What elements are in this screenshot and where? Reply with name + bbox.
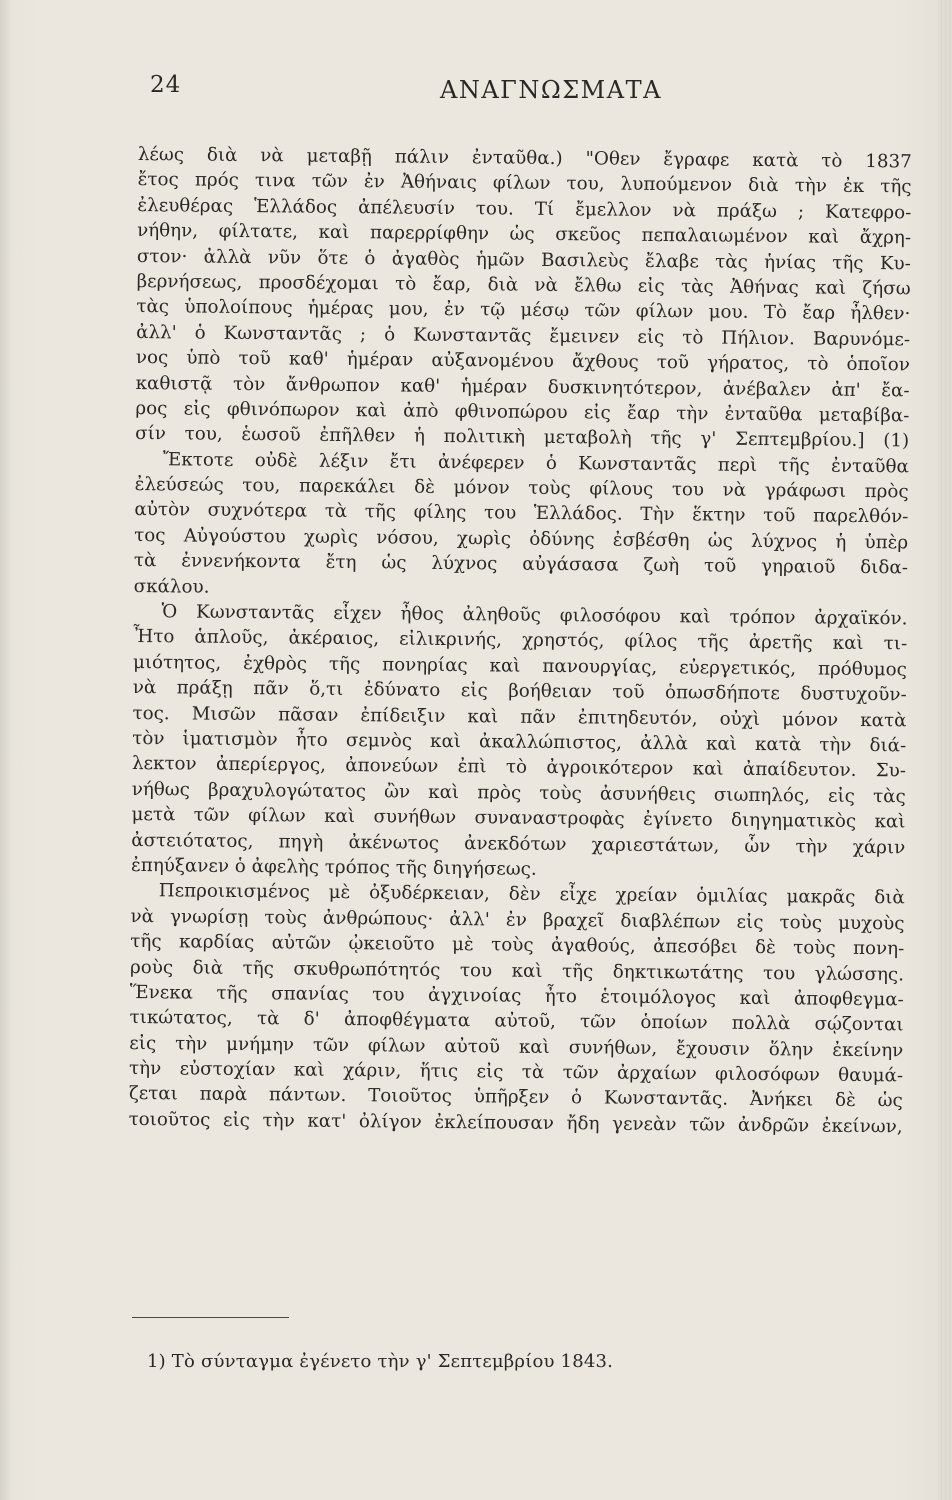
text-line: νὰ πράξῃ πᾶν ὅ,τι ἐδύνατο εἰς βοήθειαν τοῦ ὁπωσδήποτε δυστυχοῦν- — [132, 677, 907, 706]
text-line: σίν του, ἑωσοῦ ἐπῆλθεν ἡ πολιτικὴ μεταβολὴ τῆς γ' Σεπτεμβρίου.] (1) — [135, 423, 910, 452]
text-line: βερνήσεως, προσδέχομαι τὸ ἔαρ, διὰ νὰ ἔλθω εἰς τὰς Ἀθήνας καὶ ζήσω — [136, 270, 911, 300]
text-line: νὰ γνωρίσῃ τοὺς ἀνθρώπους· ἀλλ' ἐν βραχεῖ διαβλέπων εἰς τοὺς μυχοὺς — [130, 905, 905, 935]
page-shadow — [0, 0, 12, 1500]
text-line: λεκτον ἀπερίεργος, ἀπονεύων ἐπὶ τὸ ἀγροικότερον καὶ ἀπαίδευτον. Συ- — [131, 753, 907, 782]
text-line: σκάλου. — [133, 575, 210, 598]
text-line: ἐπηύξανεν ὁ ἀφελὴς τρόπος τῆς διηγήσεως. — [130, 854, 537, 880]
page-edge — [938, 0, 952, 1500]
footnote-divider — [132, 1317, 289, 1318]
body-text — [128, 142, 911, 1140]
text-line: τὸν ἱματισμὸν ἦτο σεμνὸς καὶ ἀκαλλώπιστος, ἀλλὰ καὶ κατὰ τὴν διά- — [132, 727, 907, 757]
text-line: ροὺς διὰ τῆς σκυθρωπότητός του καὶ τῆς δηκτικωτάτης του γλώσσης. — [129, 956, 905, 985]
text-line: ρος εἰς φθινόπωρον καὶ ἀπὸ φθινοπώρου εἰς ἔαρ τὴν ἐνταῦθα μεταβίβα- — [135, 397, 910, 427]
text-line: ἐλευθέρας Ἑλλάδος ἀπέλευσίν του. Τί ἔμελλον νὰ πράξω ; Κατεφρο- — [137, 194, 912, 224]
text-line: τὰ ἐννενήκοντα ἔτη ὡς λύχνος αὐγάσασα ζωὴ τοῦ γηραιοῦ διδα- — [133, 550, 909, 579]
text-line: ἔτος πρός τινα τῶν ἐν Ἀθήναις φίλων του, λυπούμενον διὰ τὴν ἐκ τῆς — [137, 169, 912, 198]
text-line: τὴν εὐστοχίαν καὶ χάριν, ἥτις εἰς τὰ τῶν ἀρχαίων φιλοσόφων θαυμά- — [129, 1058, 904, 1087]
text-line: Ἕνεκα τῆς σπανίας του ἀγχινοίας ἦτο ἑτοιμόλογος καὶ ἀποφθεγμα- — [129, 981, 904, 1011]
text-line: λέως διὰ νὰ μεταβῇ πάλιν ἐνταῦθα.) "Οθεν ἔγραφε κατὰ τὸ 1837 — [137, 143, 912, 173]
text-line: Πεπροικισμένος μὲ ὀξυδέρκειαν, δὲν εἶχε χρείαν ὁμιλίας μακρᾶς διὰ — [158, 880, 905, 909]
text-line: μετὰ τῶν φίλων καὶ συνήθων συναναστροφὰς ἐγίνετο διηγηματικὸς καὶ — [131, 804, 906, 833]
text-line: ἀλλ' ὁ Κωνσταντᾶς ; ὁ Κωνσταντᾶς ἔμεινεν εἰς τὸ Πήλιον. Βαρυνόμε- — [136, 321, 911, 351]
text-line: τος. Μισῶν πᾶσαν ἐπίδειξιν καὶ πᾶν ἐπιτηδευτόν, οὐχὶ μόνον κατὰ — [132, 702, 907, 731]
text-line: καθιστᾷ τὸν ἄνθρωπον καθ' ἡμέραν δυσκινητότερον, ἀνέβαλεν ἀπ' ἔα- — [135, 372, 910, 401]
text-line: μιότητος, ἐχθρὸς τῆς πονηρίας καὶ πανουργίας, εὐεργετικός, πρόθυμος — [132, 651, 908, 681]
text-line: ζεται παρὰ πάντων. Τοιοῦτος ὑπῆρξεν ὁ Κωνσταντᾶς. Ἀνήκει δὲ ὡς — [128, 1083, 903, 1112]
text-line: τος Αὐγούστου χωρὶς νόσου, χωρὶς ὀδύνης ἐσβέσθη ὡς λύχνος ἡ ὑπὲρ — [134, 524, 909, 554]
text-line: αὐτὸν συχνότερα τὰ τῆς φίλης του Ἑλλάδος. Τὴν ἕκτην τοῦ παρελθόν- — [134, 499, 909, 528]
text-line: νήθην, φίλτατε, καὶ παρερρίφθην ὡς σκεῦος πεπαλαιωμένον καὶ ἄχρη- — [137, 220, 912, 249]
text-line: τικώτατος, τὰ δ' ἀποφθέγματα αὐτοῦ, τῶν ὁποίων πολλὰ σῴζονται — [129, 1007, 904, 1036]
text-line: ἀστειότατος, πηγὴ ἀκένωτος ἀνεκδότων χαριεστάτων, ὧν τὴν χάριν — [131, 829, 906, 858]
text-line: τὰς ὑπολοίπους ἡμέρας μου, ἐν τῷ μέσῳ τῶν φίλων μου. Τὸ ἔαρ ἦλθεν· — [136, 296, 911, 325]
footnote: 1) Τὸ σύνταγμα ἐγένετο τὴν γ' Σεπτεμβρίου 1843. — [147, 1351, 614, 1372]
text-line: Ἔκτοτε οὐδὲ λέξιν ἔτι ἀνέφερεν ὁ Κωνσταντᾶς περὶ τῆς ἐνταῦθα — [162, 448, 910, 478]
text-line: Ἦτο ἁπλοῦς, ἀκέραιος, εἰλικρινής, χρηστός, φίλος τῆς ἀρετῆς καὶ τι- — [133, 626, 908, 655]
text-line: τοιοῦτος εἰς τὴν κατ' ὀλίγον ἐκλείπουσαν ἤδη γενεὰν τῶν ἀνδρῶν ἐκείνων, — [128, 1108, 903, 1138]
text-line: Ὁ Κωνσταντᾶς εἶχεν ἦθος ἀληθοῦς φιλοσόφου καὶ τρόπον ἀρχαϊκόν. — [161, 601, 908, 630]
page-header — [150, 72, 910, 106]
text-line: εἰς τὴν μνήμην τῶν φίλων αὐτοῦ καὶ συνήθων, ἔχουσιν ὅλην ἐκείνην — [129, 1032, 904, 1062]
text-line: ἐλεύσεώς του, παρεκάλει δὲ μόνον τοὺς φίλους του νὰ γράφωσι πρὸς — [134, 474, 909, 503]
running-title: ΑΝΑΓΝΩΣΜΑΤΑ — [440, 76, 662, 104]
text-line: τῆς καρδίας αὐτῶν ᾠκειοῦτο μὲ τοὺς ἀγαθούς, ἀπεσόβει δὲ τοὺς πονη- — [130, 931, 905, 960]
text-line: νήθως βραχυλογώτατος ὢν καὶ πρὸς τοὺς ἀσυνήθεις σιωπηλός, εἰς τὰς — [131, 778, 906, 808]
text-line: στον· ἀλλὰ νῦν ὅτε ὁ ἀγαθὸς ἡμῶν Βασιλεὺς ἔλαβε τὰς ἡνίας τῆς Κυ- — [136, 245, 911, 274]
page-number: 24 — [150, 72, 182, 98]
text-line: νος ὑπὸ τοῦ καθ' ἡμέραν αὐξανομένου ἄχθους τοῦ γήρατος, τὸ ὁποῖον — [135, 347, 910, 376]
